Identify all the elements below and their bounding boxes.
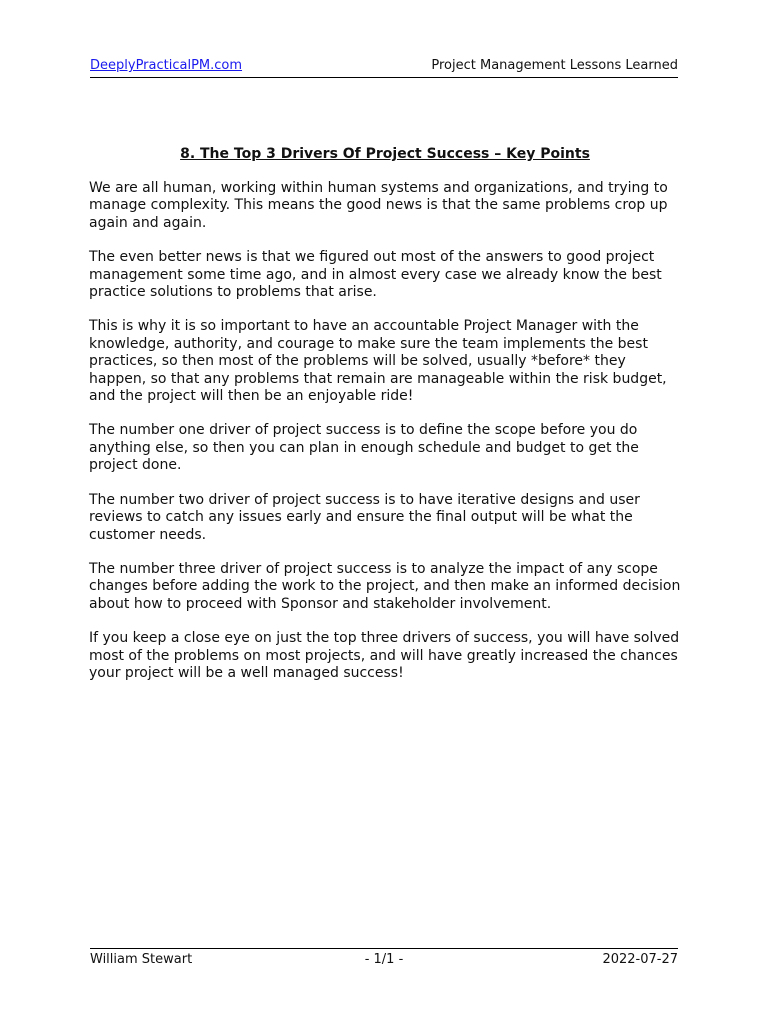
- site-link[interactable]: DeeplyPracticalPM.com: [90, 58, 243, 73]
- page-number: - 1/1 -: [364, 952, 404, 967]
- paragraph: This is why it is so important to have an accountable Project Manager with the knowledge, authority, and courage to make sure the team implements the best practices, so then most of the problems will be solved, usually *before* they happen, so that any problems that remain are manageable within the risk budget, and the project will then be an enjoyable ride!: [89, 318, 667, 405]
- document-heading: 8. The Top 3 Drivers Of Project Success – Key Points: [180, 146, 590, 162]
- paragraph: The number two driver of project success is to have iterative designs and user reviews to catch any issues early and ensure the final output will be what the customer needs.: [89, 491, 640, 543]
- paragraph: The number one driver of project success is to define the scope before you do anything else, so then you can plan in enough schedule and budget to get the project done.: [89, 422, 639, 474]
- footer-author: William Stewart: [90, 952, 193, 967]
- paragraph: The number three driver of project success is to analyze the impact of any scope changes before adding the work to the project, and then make an informed decision about how to proceed with Sponsor and stakeholder involvement.: [89, 560, 681, 612]
- header-title: Project Management Lessons Learned: [431, 58, 678, 73]
- paragraph: We are all human, working within human systems and organizations, and trying to manage complexity. This means the good news is that the same problems crop up again and again.: [89, 180, 668, 231]
- page-footer: [90, 948, 678, 969]
- footer-date: 2022-07-27: [602, 952, 678, 967]
- document-body: [89, 145, 681, 699]
- paragraph: The even better news is that we figured out most of the answers to good project management some time ago, and in almost every case we already know the best practice solutions to problems that arise.: [89, 249, 662, 301]
- page-header: [90, 57, 678, 78]
- paragraph: If you keep a close eye on just the top three drivers of success, you will have solved most of the problems on most projects, and will have greatly increased the chances your project will be a well managed success!: [89, 630, 680, 681]
